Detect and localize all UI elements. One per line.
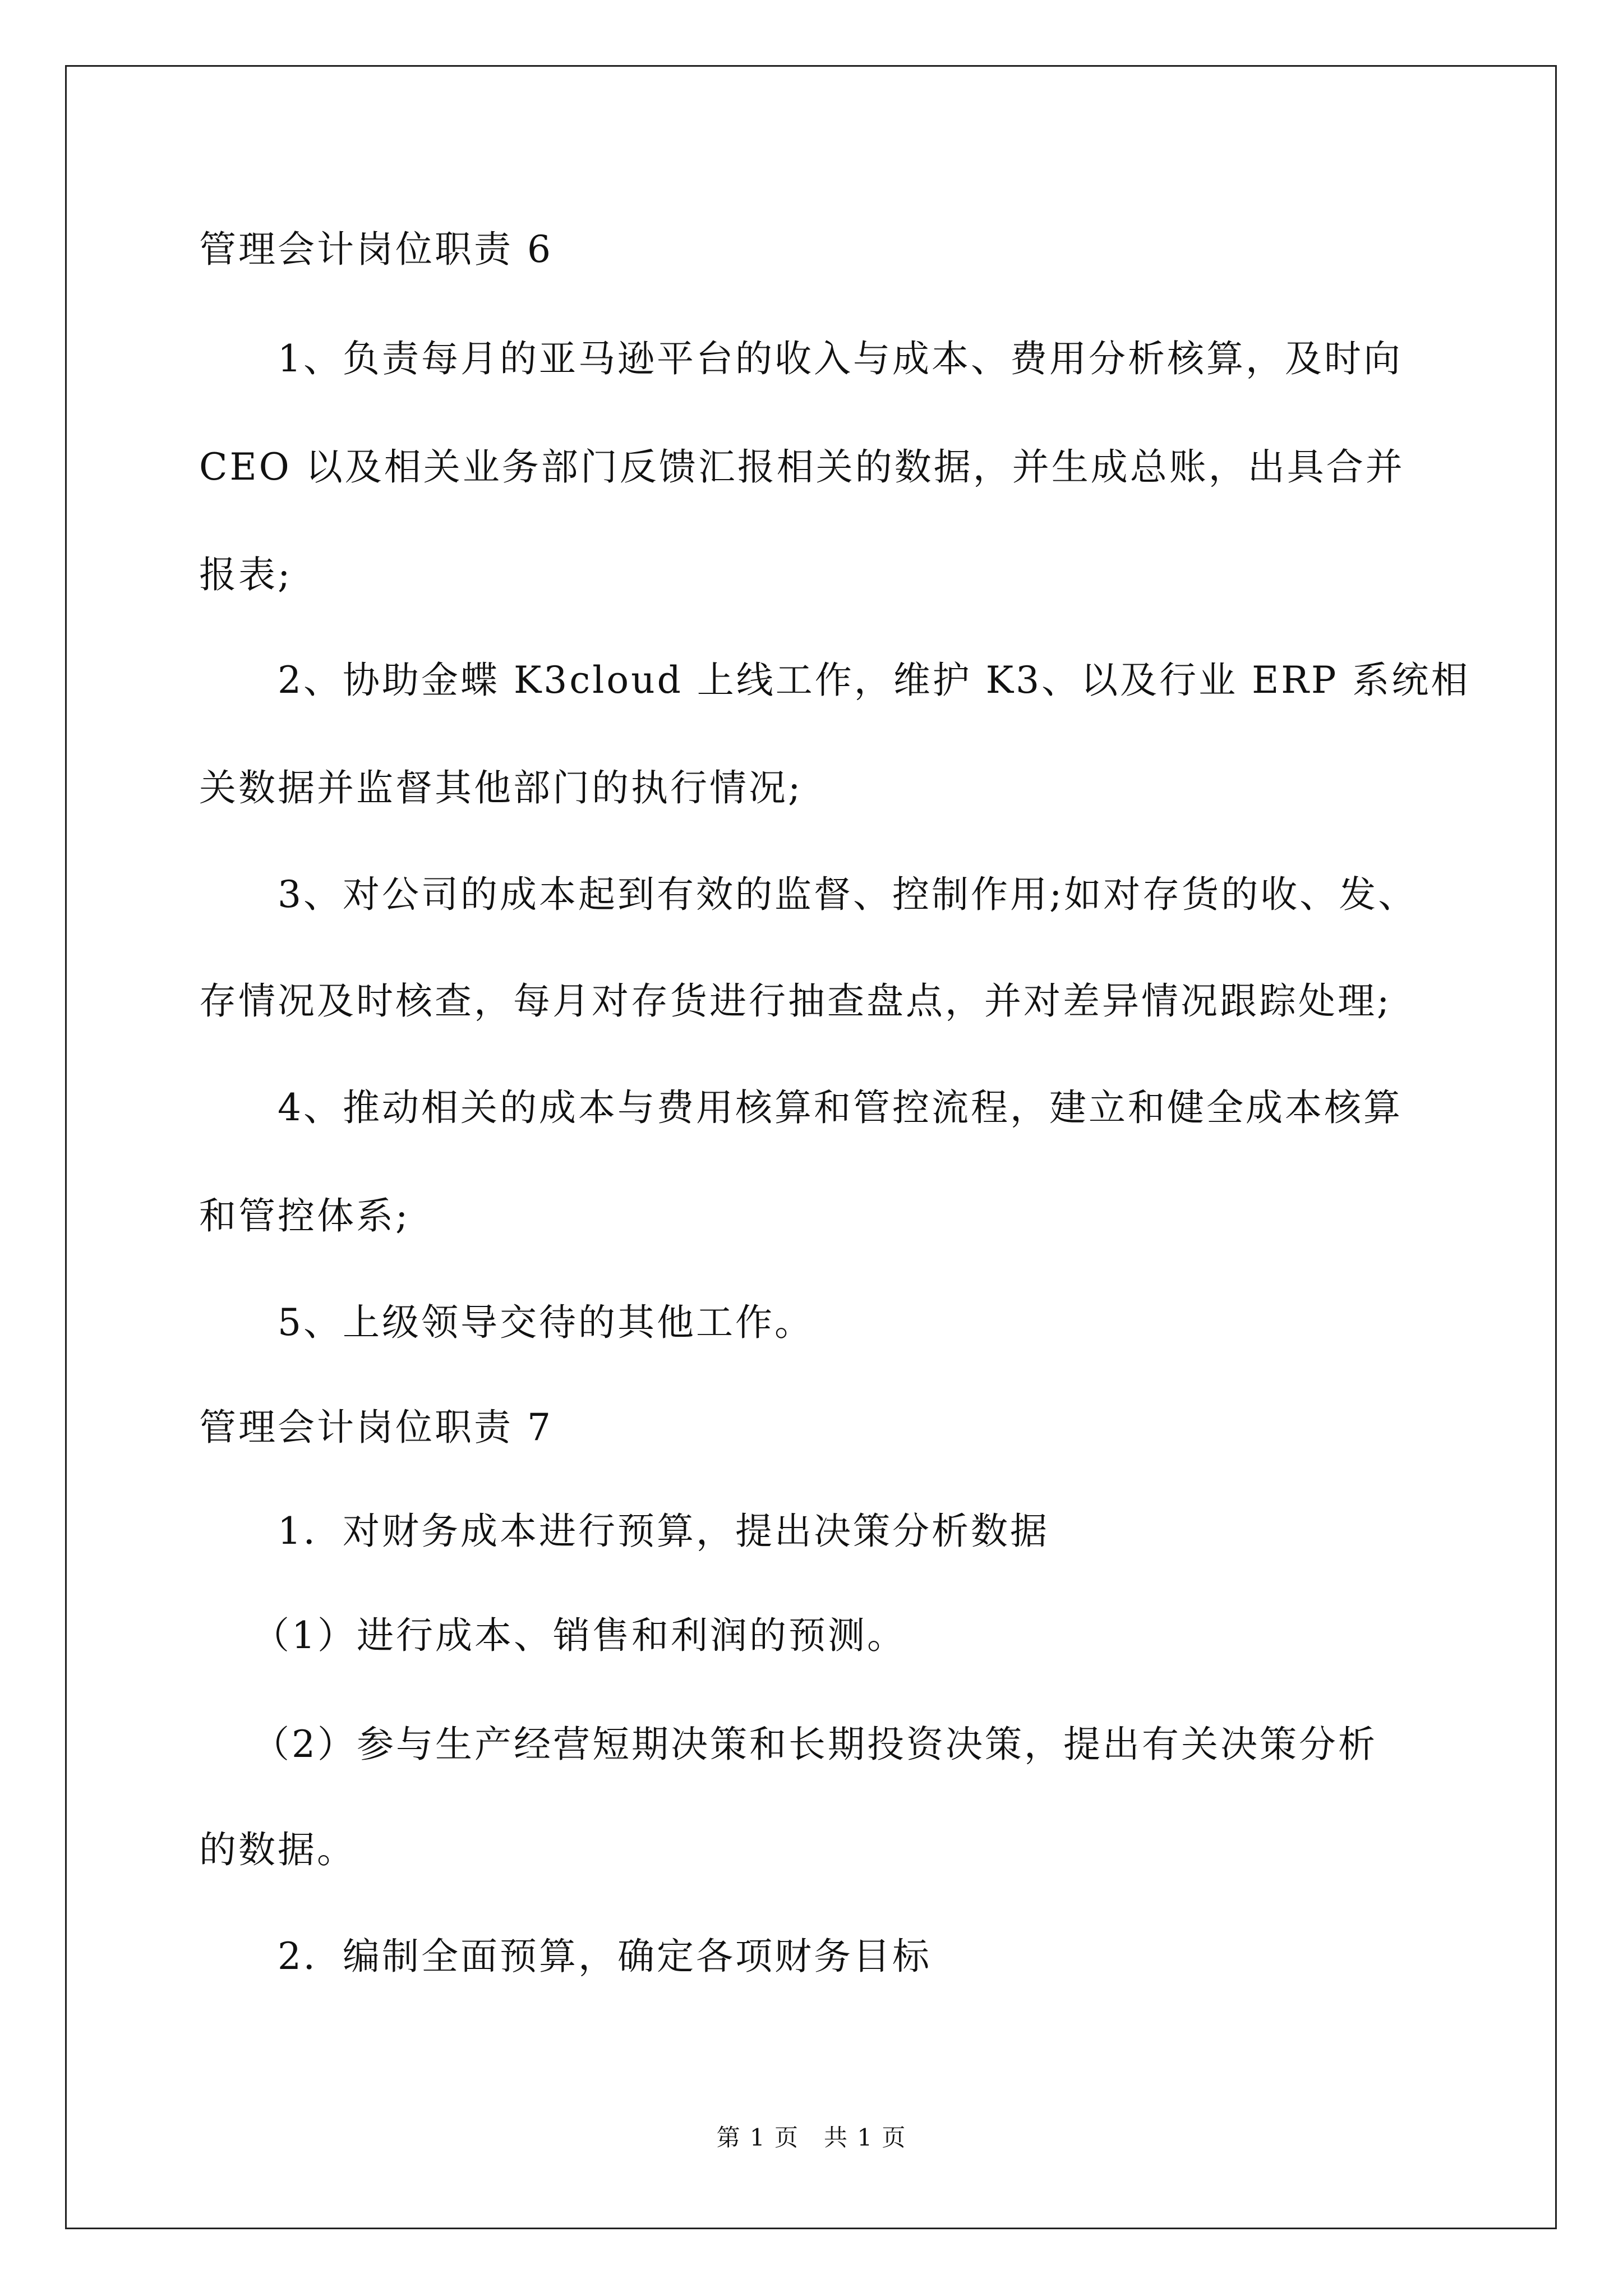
- paragraph-line: 关数据并监督其他部门的执行情况;: [199, 766, 803, 809]
- paragraph-line: 存情况及时核查，每月对存货进行抽查盘点，并对差异情况跟踪处理;: [199, 979, 1392, 1023]
- paragraph-line: 4、推动相关的成本与费用核算和管控流程，建立和健全成本核算: [199, 1086, 1403, 1129]
- paragraph-line: 2、协助金蝶 K3cloud 上线工作，维护 K3、以及行业 ERP 系统相: [199, 659, 1470, 702]
- paragraph-line: （2）参与生产经营短期决策和长期投资决策，提出有关决策分析: [199, 1723, 1377, 1766]
- paragraph-line: 1、负责每月的亚马逊平台的收入与成本、费用分析核算，及时向: [199, 337, 1403, 380]
- paragraph-line: 1．对财务成本进行预算，提出决策分析数据: [199, 1510, 1049, 1553]
- section-heading-7: 管理会计岗位职责 7: [199, 1406, 553, 1449]
- section-heading-6: 管理会计岗位职责 6: [199, 228, 553, 271]
- paragraph-line: 5、上级领导交待的其他工作。: [199, 1301, 814, 1344]
- page-footer: 第 1 页 共 1 页: [716, 2124, 907, 2151]
- paragraph-line: CEO 以及相关业务部门反馈汇报相关的数据，并生成总账，出具合并: [199, 445, 1405, 489]
- page-border: [65, 65, 1557, 2229]
- paragraph-line: 2．编制全面预算，确定各项财务目标: [199, 1935, 932, 1978]
- paragraph-line: 和管控体系;: [199, 1194, 411, 1237]
- paragraph-line: 3、对公司的成本起到有效的监督、控制作用;如对存货的收、发、: [199, 873, 1418, 916]
- paragraph-line: （1）进行成本、销售和利润的预测。: [199, 1614, 906, 1657]
- paragraph-line: 的数据。: [199, 1828, 356, 1871]
- paragraph-line: 报表;: [199, 553, 293, 596]
